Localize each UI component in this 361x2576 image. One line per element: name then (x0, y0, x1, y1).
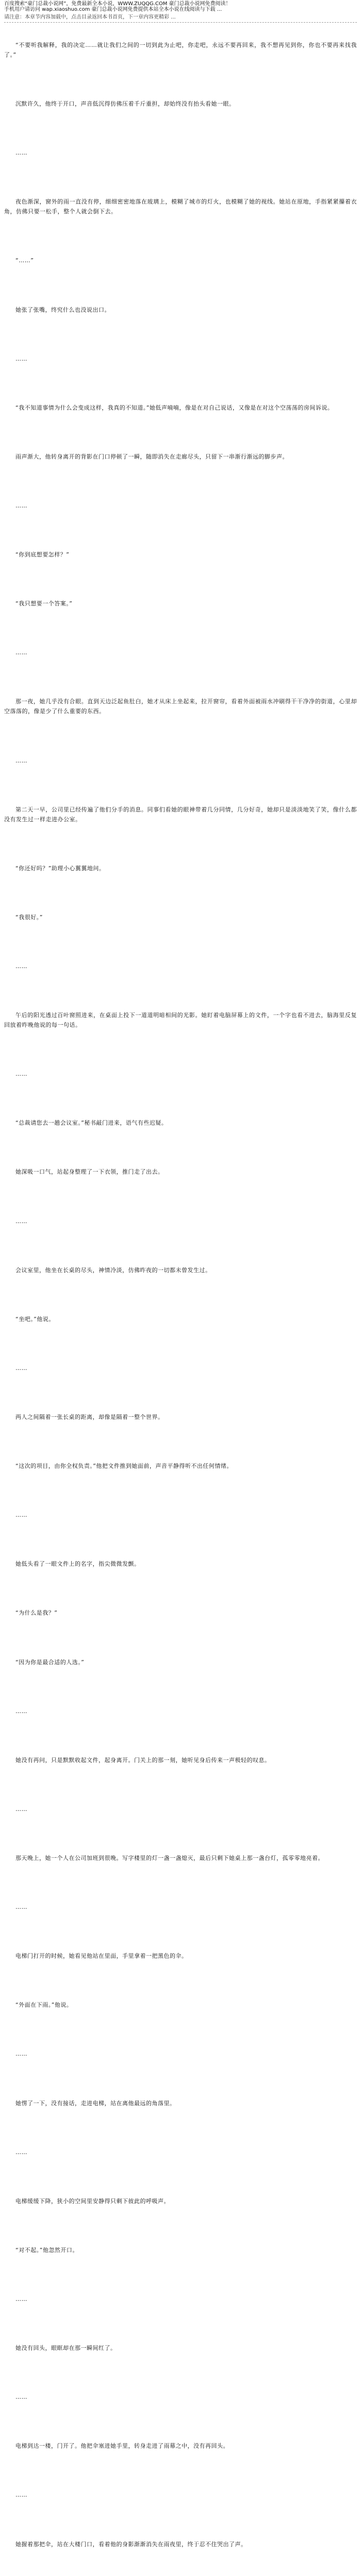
chapter-meta-line: 请注意：本章节内容加载中，点击目录返回本书首页，下一章内容更精彩 ... (4, 14, 176, 20)
chapter-paragraph: “我很好。” (15, 914, 43, 921)
chapter-paragraph: …… (15, 2492, 27, 2498)
chapter-paragraph: 夜色渐深，窗外的雨一直没有停，细细密密地落在玻璃上，模糊了城市的灯火，也模糊了她的视线。她站在原地，手指紧紧攥着衣角，仿佛只要一松手，整个人就会倒下去。 (4, 198, 357, 215)
chapter-paragraph: 她张了张嘴，终究什么也没说出口。 (15, 307, 110, 313)
chapter-paragraph: …… (15, 502, 27, 509)
chapter-paragraph: “坐吧。”他说。 (15, 1316, 55, 1323)
chapter-paragraph: “不要听我解释，我的决定……就让我们之间的一切到此为止吧，你走吧，永远不要再回来，我不想再见到你，你也不要再来找我了。” (4, 42, 357, 58)
chapter-paragraph: …… (15, 963, 27, 970)
chapter-paragraph: …… (15, 1365, 27, 1371)
chapter-paragraph: 会议室里，他坐在长桌的尽头，神情冷淡，仿佛昨夜的一切都未曾发生过。 (15, 1267, 211, 1274)
header-line-2-text: 手机用户请访问 wap.xiaoshuo.com 豪门总裁小说网免费提供本站全本小说在线阅读与下载 ... (4, 7, 222, 12)
chapter-paragraph: “为什么是我？” (15, 1609, 58, 1616)
chapter-paragraph: …… (15, 2296, 27, 2302)
chapter-paragraph: …… (15, 149, 27, 156)
chapter-paragraph: …… (15, 2394, 27, 2400)
chapter-paragraph: 她深吸一口气，站起身整理了一下衣领，推门走了出去。 (15, 1168, 164, 1175)
chapter-paragraph: …… (15, 1806, 27, 1812)
chapter-paragraph: 雨声渐大，他转身离开的背影在门口停顿了一瞬，随即消失在走廊尽头，只留下一串渐行渐远的脚步声。 (15, 453, 288, 460)
chapter-paragraph: …… (15, 2050, 27, 2057)
chapter-paragraph: “……” (15, 257, 34, 264)
chapter-paragraph: 电梯缓缓下降，狭小的空间里安静得只剩下彼此的呼吸声。 (15, 2198, 170, 2205)
chapter-paragraph: “因为你是最合适的人选。” (15, 1659, 85, 1666)
divider (4, 22, 357, 23)
chapter-paragraph: 两人之间隔着一张长桌的距离，却像是隔着一整个世界。 (15, 1414, 164, 1420)
chapter-paragraph: 那一夜，她几乎没有合眼。直到天边泛起鱼肚白，她才从床上坐起来，拉开窗帘，看着外面被雨水冲刷得干干净净的街道，心里却空落落的，像是少了什么重要的东西。 (4, 698, 357, 715)
chapter-paragraph: “我不知道事情为什么会变成这样，我真的不知道。”她低声喃喃，像是在对自己说话，又像是在对这个空荡荡的房间诉说。 (15, 404, 334, 411)
chapter-paragraph: “外面在下雨。”他说。 (15, 2002, 73, 2008)
chapter-paragraph: 她没有回头，眼眶却在那一瞬间红了。 (15, 2345, 117, 2351)
chapter-paragraph: …… (15, 2149, 27, 2156)
chapter-paragraph: “你还好吗？”助理小心翼翼地问。 (15, 865, 105, 872)
header-line-2 (4, 7, 361, 12)
chapter-paragraph: “总裁请您去一趟会议室。”秘书敲门进来，语气有些迟疑。 (15, 1120, 168, 1126)
chapter-paragraph: 她低头看了一眼文件上的名字，指尖微微发颤。 (15, 1561, 140, 1567)
chapter-paragraph: 那天晚上，她一个人在公司加班到很晚。写字楼里的灯一盏一盏熄灭，最后只剩下她桌上那一盏台灯，孤零零地亮着。 (15, 1855, 324, 1861)
chapter-paragraph: 她愣了一下，没有接话，走进电梯，站在离他最远的角落里。 (15, 2100, 176, 2107)
chapter-paragraph: …… (15, 1218, 27, 1225)
chapter-paragraph: 午后的阳光透过百叶窗照进来，在桌面上投下一道道明暗相间的光影。她盯着电脑屏幕上的文件，一个字也看不进去，脑海里反复回放着昨晚他说的每一句话。 (4, 1012, 357, 1028)
header-line-1 (4, 1, 361, 7)
chapter-paragraph: …… (15, 757, 27, 764)
chapter-paragraph: …… (15, 355, 27, 362)
chapter-paragraph: “你到底想要怎样？” (15, 551, 70, 558)
chapter-paragraph: 电梯到达一楼，门开了。他把伞塞进她手里，转身走进了雨幕之中，没有再回头。 (15, 2443, 229, 2449)
header-line-1-text: 百度搜索“豪门总裁小说网”，免费最新全本小说，WWW.ZUQQG.COM 豪门总裁小说网免费阅读！ (4, 1, 231, 7)
chapter-paragraph: 沉默许久，他终于开口，声音低沉得仿佛压着千斤重担，却始终没有抬头看她一眼。 (15, 100, 235, 107)
chapter-paragraph: …… (15, 1512, 27, 1518)
chapter-paragraph: …… (15, 1071, 27, 1077)
chapter-paragraph: …… (15, 649, 27, 656)
chapter-paragraph: …… (15, 1904, 27, 1910)
site-header (0, 0, 361, 12)
chapter-paragraph: “我只想要一个答案。” (15, 600, 73, 607)
chapter-meta (0, 12, 361, 20)
chapter-paragraph: 她握着那把伞，站在大楼门口，看着他的身影渐渐消失在雨夜里，终于忍不住哭出了声。 (15, 2541, 247, 2548)
chapter-body (4, 40, 357, 2576)
chapter-paragraph: …… (15, 1708, 27, 1715)
chapter-paragraph: 她没有再问，只是默默收起文件，起身离开。门关上的那一刻，她听见身后传来一声极轻的叹息。 (15, 1757, 271, 1764)
chapter-paragraph: “这次的项目，由你全权负责。”他把文件推到她面前，声音平静得听不出任何情绪。 (15, 1463, 233, 1469)
chapter-paragraph: “对不起。”他忽然开口。 (15, 2247, 78, 2253)
chapter-paragraph: 电梯门打开的时候，她看见他站在里面，手里拿着一把黑色的伞。 (15, 1953, 188, 1959)
chapter-paragraph: 第二天一早，公司里已经传遍了他们分手的消息。同事们看她的眼神带着几分同情，几分好奇，她却只是淡淡地笑了笑，像什么都没有发生过一样走进办公室。 (4, 806, 357, 823)
